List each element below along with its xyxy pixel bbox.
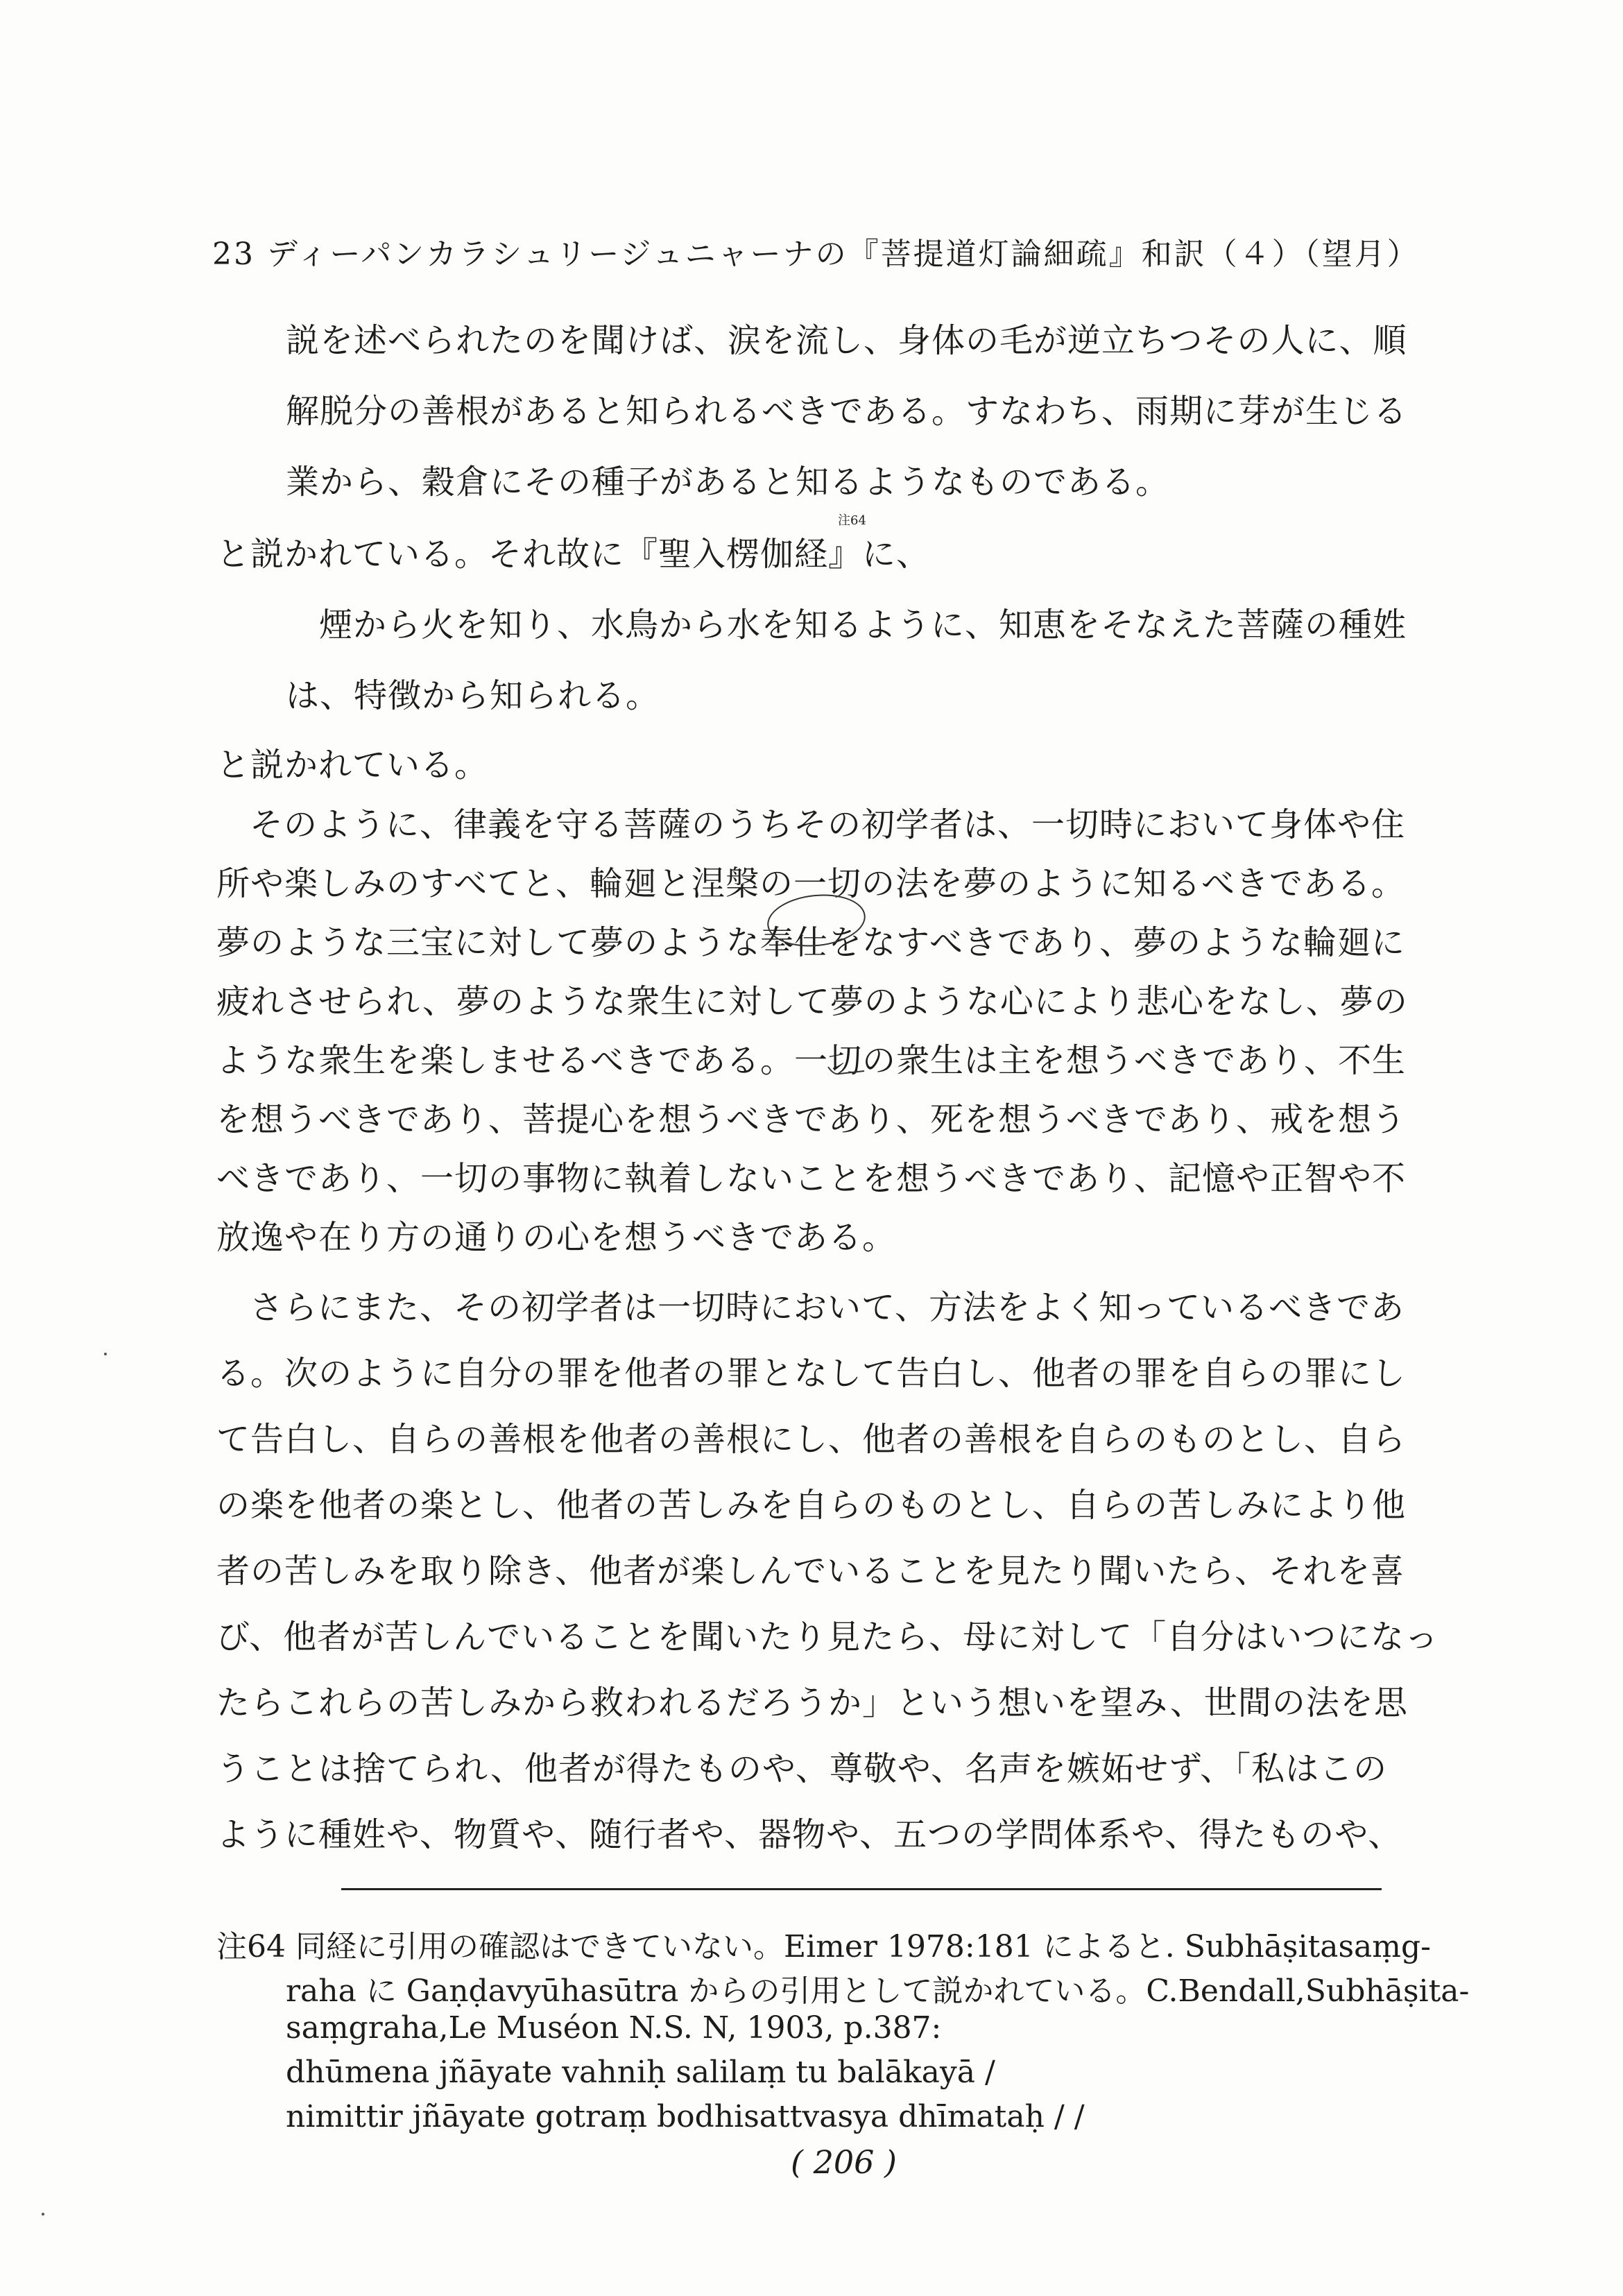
paragraph-line: 者の苦しみを取り除き、他者が楽しんでいることを見たり聞いたら、それを喜: [216, 1552, 1405, 1591]
paragraph-line: 放逸や在り方の通りの心を想うべきである。: [216, 1218, 897, 1257]
quote-line: 解脱分の善根があると知られるべきである。すなわち、雨期に芽が生じる: [286, 392, 1408, 431]
intro-line: と説かれている。それ故に『聖入楞伽経』に、: [216, 535, 931, 574]
paragraph-line: うことは捨てられ、他者が得たものや、尊敬や、名声を嫉妬せず、「私はこの: [216, 1749, 1388, 1788]
quote-line: 業から、穀倉にその種子があると知るようなものである。: [286, 463, 1170, 502]
handwritten-check-mark: [827, 1063, 866, 1077]
footnote-line: nimittir jñāyate gotraṃ bodhisattvasya dhīmataḥ / /: [286, 2099, 1085, 2134]
paragraph-line: たらこれらの苦しみから救われるだろうか」という想いを望み、世間の法を思: [216, 1684, 1408, 1722]
paragraph-line: を想うべきであり、菩提心を想うべきであり、死を想うべきであり、戒を想う: [216, 1100, 1407, 1139]
paragraph-line: る。次のように自分の罪を他者の罪となして告白し、他者の罪を自らの罪にし: [216, 1354, 1407, 1393]
closing-line: と説かれている。: [216, 746, 489, 785]
paragraph-line: さらにまた、その初学者は一切時において、方法をよく知っているべきであ: [250, 1288, 1405, 1327]
footnote-marker: 注64: [838, 513, 866, 528]
paragraph-line: び、他者が苦しんでいることを聞いたり見たら、母に対して「自分はいつになっ: [216, 1618, 1439, 1656]
page-number: ( 206 ): [791, 2143, 897, 2181]
footnote-line: saṃgraha,Le Muséon N.S. N, 1903, p.387:: [286, 2010, 942, 2046]
quote-line: 煙から火を知り、水鳥から水を知るように、知恵をそなえた菩薩の種姓: [319, 606, 1407, 644]
footnote-line: 注64 同経に引用の確認はできていない。Eimer 1978:181 によると. Subhāṣitasaṃg-: [216, 1929, 1432, 1964]
paragraph-line: 夢のような三宝に対して夢のような奉仕をなすべきであり、夢のような輪廻に: [216, 923, 1406, 962]
paragraph-line: そのように、律義を守る菩薩のうちその初学者は、一切時において身体や住: [250, 805, 1406, 844]
quote-line: 説を述べられたのを聞けば、涙を流し、身体の毛が逆立ちつその人に、順: [286, 321, 1407, 360]
running-header: 23 ディーパンカラシュリージュニャーナの『菩提道灯論細疏』和訳（４）（望月）: [212, 237, 1420, 272]
paragraph-line: 疲れさせられ、夢のような衆生に対して夢のような心により悲心をなし、夢の: [216, 982, 1408, 1021]
scan-speck: [104, 1353, 107, 1355]
scan-speck: [42, 2213, 44, 2216]
footnote-line: dhūmena jñāyate vahniḥ salilaṃ tu balākayā /: [286, 2055, 995, 2090]
paragraph-line: ように種姓や、物質や、随行者や、器物や、五つの学問体系や、得たものや、: [216, 1815, 1402, 1854]
paragraph-line: の楽を他者の楽とし、他者の苦しみを自らのものとし、自らの苦しみにより他: [216, 1486, 1407, 1525]
paragraph-line: て告白し、自らの善根を他者の善根にし、他者の善根を自らのものとし、自ら: [216, 1420, 1407, 1459]
paragraph-line: べきであり、一切の事物に執着しないことを想うべきであり、記憶や正智や不: [216, 1159, 1407, 1198]
footnote-line: raha に Gaṇḍavyūhasūtra からの引用として説かれている。C.Bendall,Subhāṣita-: [286, 1973, 1470, 2009]
footnote-divider: [341, 1888, 1382, 1890]
paragraph-line: ような衆生を楽しませるべきである。一切の衆生は主を想うべきであり、不生: [216, 1041, 1407, 1080]
paragraph-line: 所や楽しみのすべてと、輪廻と涅槃の一切の法を夢のように知るべきである。: [216, 864, 1406, 903]
quote-line: は、特徴から知られる。: [286, 676, 660, 715]
